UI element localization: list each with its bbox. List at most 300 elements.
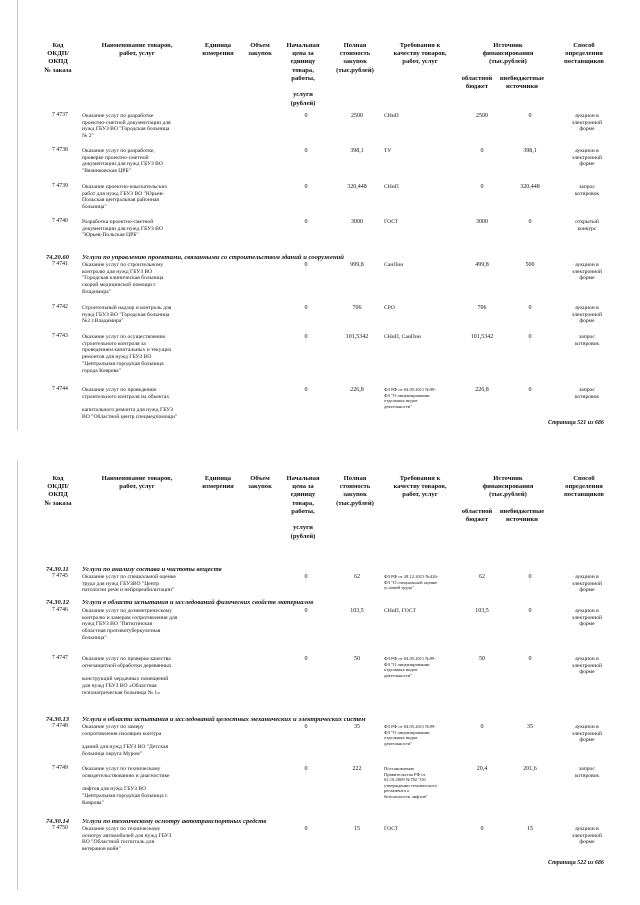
header-method	[556, 42, 612, 67]
page-margin-line	[17, 0, 18, 430]
row-quality	[384, 766, 437, 799]
row-regional: 50	[479, 656, 485, 662]
row-name-line: больница"	[82, 204, 107, 211]
header-code-line: № заказа	[44, 66, 72, 74]
header-source-offbudget-line: источники	[506, 83, 538, 91]
header-source-line: Источник	[493, 42, 523, 49]
row-price: 0	[304, 184, 308, 190]
row-method-line: электронной	[571, 614, 603, 621]
header-code-line: Код	[52, 475, 64, 482]
section-code: 74.30.14	[46, 818, 70, 825]
row-name-line: проверке проектно-сметной	[82, 154, 149, 161]
row-method-line: аукцион в	[575, 113, 599, 119]
row-method-line: форме	[579, 669, 595, 676]
row-quality-line: ФЗ РФ от 04.05.2011 №99-	[384, 724, 436, 729]
row-method-line: форме	[579, 839, 595, 846]
section-title: Услуги по техническому осмотру автотранспортных средств	[82, 818, 267, 825]
row-name-line: Оказание услуг по проверке качества	[82, 656, 171, 662]
row-name	[82, 608, 177, 642]
row-price: 0	[304, 262, 308, 268]
row-quality: ГОСТ	[384, 219, 399, 225]
row-quality-line: безопасности лифтов"	[384, 793, 428, 799]
header-source-line: (тыс.рублей)	[489, 58, 527, 66]
header-price-line: Начальная	[286, 42, 320, 49]
row-method-line: аукцион в	[575, 262, 599, 268]
row-name-line: строительного контроля на объектах	[82, 393, 170, 400]
row-name-line: Строительный надзор и контроль для	[82, 305, 172, 311]
row-offbudget: 0	[528, 656, 532, 662]
row-price: 0	[304, 334, 308, 340]
row-name-line: освидетельствованию и диагностике	[82, 772, 170, 779]
header-total	[330, 475, 380, 508]
row-regional: 0	[480, 184, 484, 190]
header-source-regional-line: областной	[461, 75, 493, 82]
row-code: 7 4738	[52, 147, 68, 153]
header-price-line: (рублей)	[290, 532, 316, 540]
row-price: 0	[304, 148, 308, 154]
row-name-line: больница"	[82, 634, 107, 641]
header-volume-line: Объем	[250, 475, 270, 482]
row-quality-line: ФЗ РФ от 28.12.2013 №426-	[384, 574, 439, 579]
row-price: 0	[304, 608, 308, 614]
header-unit-line: измерения	[202, 50, 234, 58]
section-title: Услуги по управлению проектами, связанными со строительством зданий и сооружений	[82, 254, 344, 261]
header-code-line: ОКПД	[48, 491, 68, 499]
row-price: 0	[304, 219, 308, 225]
row-method	[563, 184, 611, 197]
header-volume-line: Объем	[250, 42, 270, 49]
header-source-offbudget-line: источники	[506, 516, 538, 524]
row-quality-line: утверждении технического	[384, 782, 437, 788]
header-name	[92, 475, 182, 491]
section-code: 74.30.13	[46, 716, 70, 723]
header-price-line: цена за	[292, 483, 314, 491]
row-quality: СРО	[384, 305, 395, 311]
row-method-line: форме	[579, 587, 595, 594]
row-name-line: областная противотуберкулезная	[82, 628, 161, 635]
header-price-line: единицу	[290, 58, 316, 66]
row-quality: СНиП	[384, 184, 399, 190]
row-method-line: электронной	[571, 832, 603, 839]
header-method-line: поставщиков	[564, 491, 604, 499]
row-name-line: Оказание услуг по проведению	[82, 387, 157, 393]
row-code: 7 4739	[52, 183, 68, 189]
row-name-line: "Городская клиническая больница	[82, 275, 164, 282]
row-offbudget: 0	[528, 334, 532, 340]
section-title: Услуги в области испытания и исследований физических свойств материалов	[82, 599, 314, 606]
row-offbudget: 0	[528, 574, 532, 580]
row-name-line: "Центральная городская больница	[82, 360, 164, 367]
row-quality-line: ФЗ РФ от 04.05.2011 №99-	[384, 387, 436, 392]
section-title: Услуги по анализу состава и чистоты веществ	[82, 566, 222, 573]
row-quality-line: отдельных видов	[384, 398, 418, 403]
row-method-line: котировок	[574, 393, 600, 400]
row-name	[82, 305, 171, 325]
row-method-line: электронной	[571, 119, 603, 126]
row-name-line: Оказание услуг по замеру	[82, 724, 144, 730]
header-total-line: Полная	[343, 475, 367, 482]
row-name-line: патологии речи и нейрореабилитации"	[82, 587, 175, 594]
row-method-line: форме	[579, 621, 595, 628]
row-offbudget: 0	[528, 113, 532, 119]
row-name-line: № 2"	[82, 133, 94, 140]
header-method-line: Способ	[573, 475, 595, 482]
row-quality-line: ФЗ РФ от 04.05.2011 №99-	[384, 656, 436, 661]
row-name-line: ВО "Областной центр спецмедпомощи"	[82, 413, 178, 420]
row-offbudget: 35	[527, 724, 533, 730]
header-code-line: Код	[52, 42, 64, 49]
header-name-line: Наименование товаров,	[101, 42, 173, 49]
row-method-line: аукцион в	[575, 724, 599, 730]
header-source-offbudget-line: внебюджетные	[499, 75, 545, 82]
header-total-line: стоимость	[339, 483, 371, 491]
header-method-line: определения	[565, 483, 603, 491]
page-footer: Страница 522 из 686	[548, 860, 604, 866]
row-name-line: Владимира"	[82, 288, 111, 295]
row-offbudget: 398,1	[523, 148, 537, 154]
row-method-line: аукцион в	[575, 148, 599, 154]
row-name-line: Оказание услуг по строительному	[82, 262, 164, 268]
row-name-line: строительного контроля за	[82, 340, 146, 347]
row-method	[563, 262, 611, 282]
row-regional: 0	[480, 724, 484, 730]
header-source-line: (тыс.рублей)	[489, 491, 527, 499]
row-regional: 0	[480, 148, 484, 154]
row-method-line: форме	[579, 318, 595, 325]
row-method-line: запрос	[579, 184, 595, 190]
row-method-line: электронной	[571, 580, 603, 587]
header-name-line: работ, услуг	[119, 483, 155, 491]
row-method	[563, 113, 611, 133]
header-total-line: (тыс.рублей)	[336, 66, 374, 74]
row-quality-line: ФЗ "О лицензировании	[384, 661, 430, 667]
header-code-line: ОКПД	[48, 58, 68, 66]
row-quality-line: регламента о	[384, 788, 410, 793]
row-method	[563, 574, 611, 594]
row-name-line: работ для нужд ГБУЗ ВО "Юрьев-	[82, 190, 164, 197]
header-price-line	[283, 83, 323, 91]
row-name-line: нужд ГБУЗ ВО "Городская больница	[82, 311, 170, 318]
row-name-line: нужд ГБУЗ ВО "Пятигинская	[82, 621, 153, 628]
header-quality-line: качеству товаров,	[393, 483, 447, 491]
header-total-line: Полная	[343, 42, 367, 49]
row-total: 103,5	[350, 608, 364, 614]
row-method	[563, 656, 611, 676]
header-source-line: Источник	[493, 475, 523, 482]
row-quality: ТУ	[384, 148, 392, 154]
header-price-line: единицу	[290, 491, 316, 499]
row-price: 0	[304, 656, 308, 662]
row-quality-line: ФЗ "О лицензировании	[384, 729, 430, 735]
header-source-line: финансирования	[482, 483, 534, 491]
row-regional: 103,5	[475, 608, 489, 614]
row-name-line: огнезащитной обработки деревянных	[82, 662, 172, 669]
header-quality-line: Требования к	[399, 42, 441, 49]
row-code: 7 4737	[52, 112, 68, 118]
row-quality	[384, 656, 436, 678]
row-quality: СанПин	[384, 262, 404, 268]
row-code: 7 4741	[52, 261, 68, 267]
row-total: 62	[354, 574, 360, 580]
header-volume-line: закупок	[248, 483, 272, 491]
row-offbudget: 0	[528, 219, 532, 225]
row-quality: ГОСТ	[384, 826, 399, 832]
header-source-regional	[459, 508, 495, 524]
row-name-line: Оказание услуг по разработке,	[82, 148, 155, 154]
row-method-line: аукцион в	[575, 656, 599, 662]
row-code: 7 4747	[52, 655, 68, 661]
row-method-line: котировок	[574, 190, 600, 197]
row-name	[82, 148, 163, 175]
header-code	[38, 475, 78, 508]
row-quality-line: отдельных видов	[384, 667, 418, 672]
header-source-regional	[459, 75, 495, 91]
row-method-line: электронной	[571, 154, 603, 161]
row-method	[563, 219, 611, 232]
row-method-line: котировок	[574, 772, 600, 779]
row-quality-line: 02.10.2009 №782 "Об	[384, 777, 426, 782]
row-name-line: труда для нужд ГБУЗВО "Центр	[82, 580, 160, 587]
row-code: 7 4745	[52, 573, 68, 579]
row-name-line: Оказание услуг по дозиметрическому	[82, 608, 173, 614]
row-regional: 226,8	[475, 387, 489, 393]
row-name-line: Оказание услуг по разработке	[82, 113, 154, 119]
row-quality: СНиП, ГОСТ	[384, 608, 416, 614]
row-method	[563, 334, 611, 347]
header-price-line: работы,	[291, 507, 315, 515]
row-name-line: зданий для нужд ГБУЗ ВО "Детская	[82, 744, 169, 751]
row-code: 7 4743	[52, 333, 68, 339]
row-regional: 706	[477, 305, 487, 311]
header-name-line: работ, услуг	[119, 50, 155, 58]
header-price-line: товара,	[292, 499, 314, 507]
row-regional: 62	[479, 574, 485, 580]
header-volume	[245, 475, 275, 491]
row-name-line: Оказание услуг по техническому	[82, 826, 161, 832]
row-code: 7 4746	[52, 607, 68, 613]
row-name-line: конструкций чердачных помещений	[82, 676, 169, 683]
row-name-line: ремонтов для нужд ГБУЗ ВО	[82, 354, 152, 361]
header-code-line: ОКДП/	[47, 483, 69, 491]
row-price: 0	[304, 113, 308, 119]
row-quality	[384, 387, 436, 409]
row-name-line: №2 г.Владимира"	[82, 318, 124, 325]
row-total: 2500	[351, 113, 363, 119]
row-name	[82, 574, 176, 594]
header-name	[92, 42, 182, 58]
row-total: 3000	[351, 219, 363, 225]
header-source-offbudget	[497, 508, 547, 524]
row-name-line: Оказание услуг по техническому	[82, 766, 161, 772]
header-total-line: (тыс.рублей)	[336, 499, 374, 507]
header-unit-line: Единица	[204, 42, 232, 49]
row-name-line: Коврова"	[82, 799, 104, 806]
header-name-line: Наименование товаров,	[101, 475, 173, 482]
header-source	[466, 42, 550, 67]
row-code: 7 4744	[52, 386, 68, 392]
row-method-line: аукцион в	[575, 826, 599, 832]
row-code: 7 4750	[52, 825, 68, 831]
header-source-regional-line: бюджет	[465, 83, 489, 91]
row-quality-line: ФЗ "О лицензировании	[384, 392, 430, 398]
row-quality: СНиП	[384, 113, 399, 119]
row-code: 7 4742	[52, 304, 68, 310]
row-quality-line: ФЗ "О специальной оценке	[384, 579, 438, 585]
header-source-line: финансирования	[482, 50, 534, 58]
row-method	[563, 148, 611, 168]
header-source	[466, 475, 550, 500]
row-name-line: документации для нужд ГБУЗ ВО	[82, 225, 163, 232]
row-name-line: "Вязниковская ЦРБ"	[82, 168, 131, 175]
row-name	[82, 387, 177, 421]
header-unit	[200, 42, 236, 58]
header-code-line: № заказа	[44, 499, 72, 507]
row-name-line: контролю для нужд ГБУЗ ВО	[82, 268, 153, 275]
row-quality-line: деятельности"	[384, 403, 413, 409]
row-regional: 0	[480, 826, 484, 832]
row-name-line: Оказание услуг по осуществлению	[82, 334, 166, 340]
row-code: 7 4748	[52, 723, 68, 729]
row-method	[563, 826, 611, 846]
row-method-line: электронной	[571, 662, 603, 669]
row-name-line: нужд ГБУЗ ВО "Городская больница	[82, 126, 170, 133]
row-price: 0	[304, 305, 308, 311]
row-method-line: аукцион в	[575, 305, 599, 311]
row-name-line: психиатрическая больница № 1»	[82, 689, 161, 696]
row-method-line: конкурс	[577, 225, 597, 232]
header-price-line: Начальная	[286, 475, 320, 482]
header-source-regional-line: бюджет	[465, 516, 489, 524]
header-unit-line: измерения	[202, 483, 234, 491]
header-method	[556, 475, 612, 500]
row-price: 0	[304, 574, 308, 580]
row-method-line: электронной	[571, 730, 603, 737]
row-name	[82, 219, 163, 239]
header-source-regional-line: областной	[461, 508, 493, 515]
row-name-line: документации для нужд ГБУЗ ВО	[82, 161, 163, 168]
header-price-line: работы,	[291, 74, 315, 82]
row-method-line: форме	[579, 275, 595, 282]
row-method-line: запрос	[579, 334, 595, 340]
row-regional: 20,4	[476, 766, 488, 772]
section-code: 74.30.11	[46, 566, 69, 573]
row-regional: 101,5342	[470, 334, 494, 340]
row-total: 222	[352, 766, 362, 772]
row-quality	[384, 574, 438, 591]
header-source-offbudget	[497, 75, 547, 91]
row-name-line: осмотру автомобилей для нужд ГБУЗ	[82, 832, 172, 839]
row-total: 398,1	[350, 148, 364, 154]
row-quality-line: деятельности"	[384, 740, 413, 746]
row-code: 7 4740	[52, 218, 68, 224]
section-code: 74.30.12	[46, 599, 70, 606]
header-price	[283, 42, 323, 108]
header-volume-line: закупок	[248, 50, 272, 58]
header-code	[38, 42, 78, 75]
row-method-line: запрос	[579, 387, 595, 393]
row-name-line: для нужд ГБУЗ ВО «Областная	[82, 682, 157, 689]
header-code-line: ОКДП/	[47, 50, 69, 58]
row-name	[82, 113, 171, 140]
header-method-line: Способ	[573, 42, 595, 49]
row-quality	[384, 724, 436, 746]
row-name-line: больница округа Муром"	[82, 750, 142, 757]
row-price: 0	[304, 724, 308, 730]
header-price-line: цена за	[292, 50, 314, 58]
row-quality-line: Правительства РФ от	[384, 771, 426, 777]
row-name-line	[82, 400, 177, 407]
header-total-line: закупок	[343, 58, 367, 66]
row-price: 0	[304, 826, 308, 832]
header-total-line: закупок	[343, 491, 367, 499]
row-method-line: электронной	[571, 311, 603, 318]
row-method-line: электронной	[571, 268, 603, 275]
row-name-line: капитального ремонта для нужд ГБУЗ	[82, 407, 173, 414]
row-name-line: Оказание проектно-изыскательских	[82, 184, 168, 190]
row-regional: 2500	[476, 113, 488, 119]
row-method-line: форме	[579, 161, 595, 168]
header-price-line: услуги	[293, 91, 313, 99]
header-price-line: товара,	[292, 66, 314, 74]
row-method	[563, 766, 611, 779]
row-name	[82, 826, 171, 853]
row-total: 226,8	[350, 387, 364, 393]
section-code: 74.20.60	[46, 254, 70, 261]
row-total: 50	[354, 656, 360, 662]
header-source-offbudget-line: внебюджетные	[499, 508, 545, 515]
header-quality-line: работ, услуг	[402, 491, 438, 499]
row-regional: 3000	[476, 219, 488, 225]
row-name	[82, 184, 167, 211]
header-unit	[200, 475, 236, 491]
header-price	[283, 475, 323, 541]
row-quality-line: условий труда"	[384, 585, 414, 590]
row-name	[82, 656, 172, 696]
row-name-line: проведением капитальных и текущих	[82, 347, 172, 354]
row-method	[563, 305, 611, 325]
header-quality	[383, 42, 457, 67]
row-quality: СНиП, СанПин	[384, 334, 421, 340]
header-price-line: услуги	[293, 524, 313, 532]
header-method-line: поставщиков	[564, 58, 604, 66]
row-quality-line: деятельности"	[384, 672, 413, 678]
page-footer: Страница 521 из 686	[548, 420, 604, 426]
row-price: 0	[304, 387, 308, 393]
row-offbudget: 0	[528, 305, 532, 311]
header-volume	[245, 42, 275, 58]
row-quality-line: Постановление	[384, 766, 415, 771]
row-offbudget: 201,6	[523, 766, 537, 772]
row-name	[82, 724, 168, 758]
header-price-line	[283, 516, 323, 524]
page-margin-line	[17, 460, 18, 890]
row-method-line: открытый	[575, 219, 599, 225]
row-name-line: лифтов для нужд ГБУЗ ВО	[82, 786, 147, 793]
header-quality-line: работ, услуг	[402, 58, 438, 66]
row-method-line: котировок	[574, 340, 600, 347]
row-offbudget: 0	[528, 387, 532, 393]
section-title: Услуги в области испытания и исследований целостных механических и электрических систем	[82, 716, 366, 723]
row-name-line: сопротивления изоляции контура	[82, 730, 162, 737]
row-name-line: ветеранов войн"	[82, 846, 121, 853]
header-total-line: стоимость	[339, 50, 371, 58]
row-offbudget: 0	[528, 608, 532, 614]
header-quality	[383, 475, 457, 500]
row-total: 35	[354, 724, 360, 730]
row-name	[82, 766, 170, 806]
row-regional: 499,8	[475, 262, 489, 268]
row-name-line: скорой медицинской помощи г.	[82, 282, 157, 289]
